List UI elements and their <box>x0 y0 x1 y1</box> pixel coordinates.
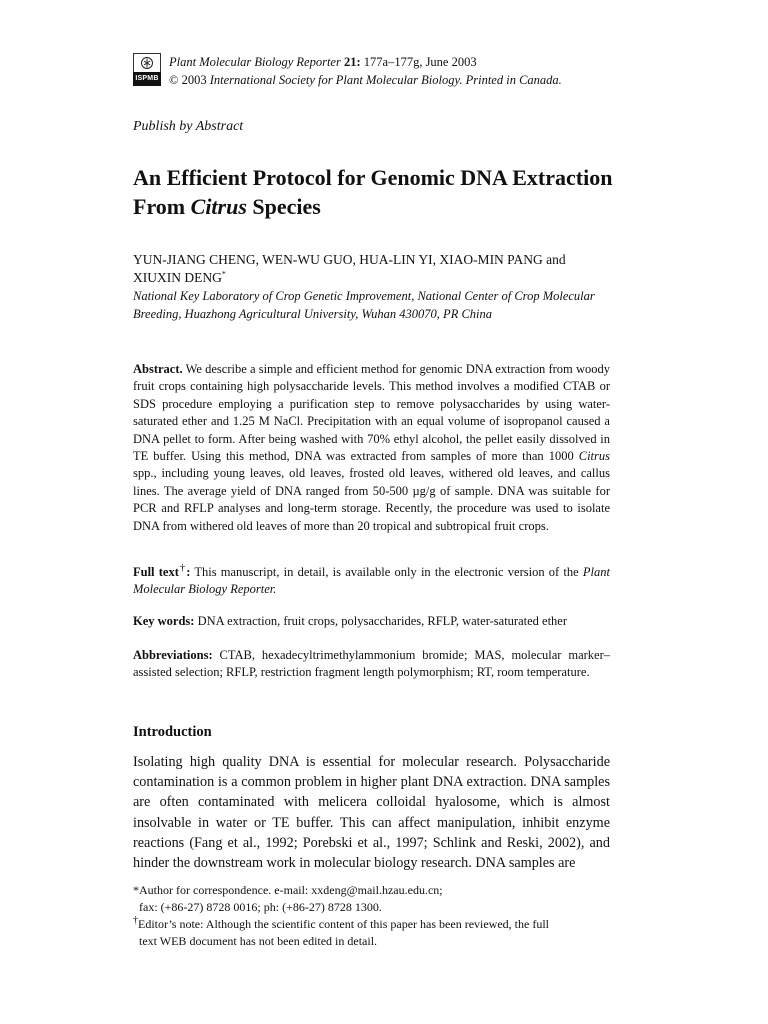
journal-pages-date: 177a–177g, June 2003 <box>360 55 477 69</box>
journal-name: Plant Molecular Biology Reporter <box>169 55 341 69</box>
abbreviations <box>133 647 610 682</box>
article-type: Publish by Abstract <box>133 119 244 134</box>
footnote-editor <box>133 916 610 933</box>
copyright-line <box>169 73 562 88</box>
abstract-text-2: spp., including young leaves, old leaves, frosted old leaves, withered old leaves, and callus lines. The average yield of DNA ranged from 50-500 µg/g of sample. DNA was suitable for PCR and RFLP analyses and long-term storage. Recently, the procedure was used to isolate DNA from withered old leaves of more than 20 tropical and subtropical fruit crops. <box>133 466 610 533</box>
title-part-1: An Efficient Protocol for Genomic DNA Extraction From <box>133 165 613 219</box>
abbreviations-text: CTAB, hexadecyltrimethylammonium bromide; MAS, molecular marker–assisted selection; RFLP, restriction fragment length polymorphism; RT, room temperature. <box>133 648 610 680</box>
paper-title <box>133 163 623 221</box>
logo-label: ISPMB <box>133 72 161 86</box>
footnote-author <box>133 882 610 899</box>
keywords-text: DNA extraction, fruit crops, polysaccharides, RFLP, water-saturated ether <box>194 614 568 628</box>
journal-volume: 21: <box>343 55 361 69</box>
abstract-label: Abstract. <box>133 362 183 376</box>
full-text-mark: † <box>178 562 187 574</box>
abbreviations-label: Abbreviations: <box>133 648 213 662</box>
logo-emblem-icon <box>133 53 161 72</box>
full-text-journal: Plant Molecular Biology Reporter. <box>133 565 610 597</box>
full-text-colon: : <box>186 565 191 579</box>
corresponding-mark: * <box>221 269 226 279</box>
keywords-label: Key words: <box>133 614 195 628</box>
footnote-contact: fax: (+86-27) 8728 0016; ph: (+86-27) 8728 1300. <box>139 900 382 914</box>
footnote-editor-mark: † <box>133 915 138 926</box>
abstract <box>133 361 610 535</box>
footnotes <box>133 882 610 950</box>
full-text-note <box>133 564 610 599</box>
abstract-text-1: We describe a simple and efficient method for genomic DNA extraction from woody fruit crops containing high polysaccharide levels. This method involves a modified CTAB or SDS procedure employing a purification step to remove polysaccharides by using water-saturated ether and 1.25 M NaCl. Precipitation with an equal volume of isopropanol caused a DNA pellet to form. After being washed with 70% ethyl alcohol, the pellet easily dissolved in TE buffer. Using this method, DNA was extracted from samples of more than 1000 <box>133 362 610 464</box>
introduction-heading: Introduction <box>133 724 212 740</box>
full-text-label: Full text <box>133 565 179 579</box>
footnote-editor-line2: text WEB document has not been edited in detail. <box>139 934 378 948</box>
copyright-text: International Society for Plant Molecular Biology. Printed in Canada. <box>209 73 562 87</box>
title-part-2: Species <box>246 194 321 219</box>
author-names: YUN-JIANG CHENG, WEN-WU GUO, HUA-LIN YI, XIAO-MIN PANG and XIUXIN DENG <box>133 252 566 285</box>
society-logo <box>133 53 161 87</box>
journal-citation <box>169 55 477 70</box>
copyright-symbol: © 2003 <box>169 73 210 87</box>
footnote-author-line: Author for correspondence. e-mail: xxdeng@mail.hzau.edu.cn; <box>139 883 443 897</box>
footnote-editor-line1: Editor’s note: Although the scientific content of this paper has been reviewed, the full <box>138 917 549 931</box>
abstract-italic: Citrus <box>578 449 610 464</box>
affiliation: National Key Laboratory of Crop Genetic Improvement, National Center of Crop Molecular Breeding, Huazhong Agricultural University, Wuhan 430070, PR China <box>133 289 595 321</box>
author-list <box>133 251 613 287</box>
title-italic: Citrus <box>190 194 247 219</box>
keywords <box>133 613 610 630</box>
introduction-text: Isolating high quality DNA is essential for molecular research. Polysaccharide contamination is a common problem in higher plant DNA extraction. DNA samples are often contaminated with melicera colloidal hyalosome, which is almost insolvable in water or TE buffer. This can affect manipulation, inhibit enzyme reactions (Fang et al., 1992; Porebski et al., 1997; Schlink and Reski, 2002), and hinder the downstream work in molecular biology research. DNA samples are <box>133 754 610 872</box>
full-text-text: This manuscript, in detail, is available only in the electronic version of the <box>190 565 583 579</box>
footnote-author-mark: * <box>133 883 139 897</box>
